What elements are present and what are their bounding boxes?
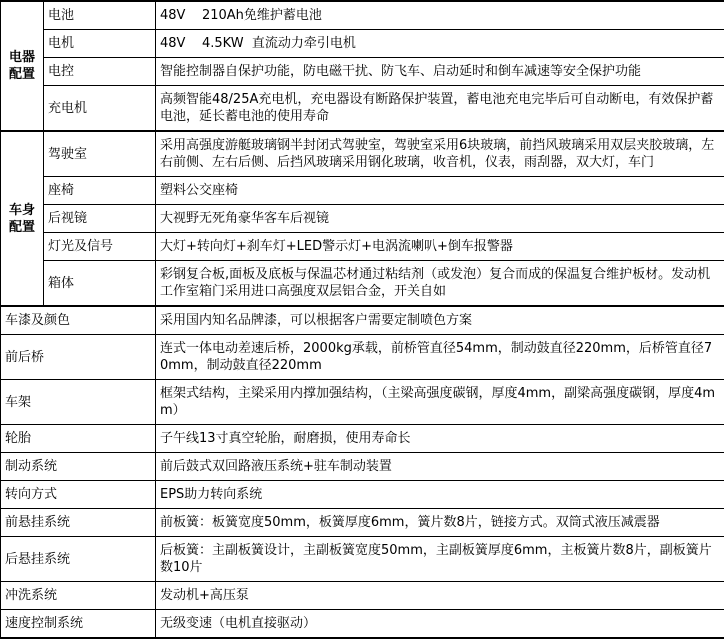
spec-value-box: 彩钢复合板,面板及底板与保温芯材通过粘结剂（或发泡）复合而成的保温复合维护板材。发动机工作室箱门采用进口高强度双层铝合金，开关自如 xyxy=(156,261,724,307)
spec-label-controller: 电控 xyxy=(44,58,156,86)
table-row xyxy=(1,335,724,380)
table-row xyxy=(1,131,724,177)
category-body-config: 车身配置 xyxy=(1,131,44,306)
spec-label-steering: 转向方式 xyxy=(1,481,156,509)
table-row xyxy=(1,425,724,453)
spec-value-lights: 大灯+转向灯+刹车灯+LED警示灯+电涡流喇叭+倒车报警器 xyxy=(156,233,724,261)
table-row xyxy=(1,30,724,58)
table-row xyxy=(1,537,724,582)
spec-label-washing: 冲洗系统 xyxy=(1,582,156,610)
spec-value-steering: EPS助力转向系统 xyxy=(156,481,724,509)
spec-value-mirror: 大视野无死角豪华客车后视镜 xyxy=(156,205,724,233)
table-row xyxy=(1,261,724,307)
spec-label-front-suspension: 前悬挂系统 xyxy=(1,509,156,537)
table-row xyxy=(1,509,724,537)
spec-value-tires: 子午线13寸真空轮胎，耐磨损，使用寿命长 xyxy=(156,425,724,453)
spec-value-battery: 48V 210Ah免维护蓄电池 xyxy=(156,1,724,30)
table-row xyxy=(1,306,724,335)
table-row xyxy=(1,205,724,233)
spec-value-rear-suspension: 后板簧：主副板簧设计，主副板簧宽度50mm，主副板簧厚度6mm，主板簧片数8片，副板簧片数10片 xyxy=(156,537,724,582)
spec-label-cab: 驾驶室 xyxy=(44,131,156,177)
spec-label-paint: 车漆及颜色 xyxy=(1,306,156,335)
spec-value-frame: 框架式结构，主梁采用内撑加强结构，（主梁高强度碳钢，厚度4mm，副梁高强度碳钢，厚度4mm） xyxy=(156,380,724,425)
spec-value-motor: 48V 4.5KW 直流动力牵引电机 xyxy=(156,30,724,58)
table-row xyxy=(1,610,724,639)
spec-value-brakes: 前后鼓式双回路液压系统+驻车制动装置 xyxy=(156,453,724,481)
spec-label-axles: 前后桥 xyxy=(1,335,156,380)
spec-label-frame: 车架 xyxy=(1,380,156,425)
spec-label-motor: 电机 xyxy=(44,30,156,58)
table-row xyxy=(1,58,724,86)
spec-label-box: 箱体 xyxy=(44,261,156,307)
spec-label-tires: 轮胎 xyxy=(1,425,156,453)
spec-value-charger: 高频智能48/25A充电机，充电器设有断路保护装置，蓄电池充电完毕后可自动断电，有效保护蓄电池，延长蓄电池的使用寿命 xyxy=(156,86,724,132)
spec-label-speed-control: 速度控制系统 xyxy=(1,610,156,639)
spec-value-seat: 塑料公交座椅 xyxy=(156,177,724,205)
spec-label-seat: 座椅 xyxy=(44,177,156,205)
spec-label-charger: 充电机 xyxy=(44,86,156,132)
spec-value-cab: 采用高强度游艇玻璃钢半封闭式驾驶室，驾驶室采用6块玻璃，前挡风玻璃采用双层夹胶玻璃，左右前侧、左右后侧、后挡风玻璃采用钢化玻璃，收音机，仪表，雨刮器，双大灯，车门 xyxy=(156,131,724,177)
spec-value-paint: 采用国内知名品牌漆，可以根据客户需要定制喷色方案 xyxy=(156,306,724,335)
table-row xyxy=(1,380,724,425)
table-row xyxy=(1,1,724,30)
table-row xyxy=(1,86,724,132)
spec-value-washing: 发动机+高压泵 xyxy=(156,582,724,610)
spec-value-axles: 连式一体电动差速后桥，2000kg承载，前桥管直径54mm，制动鼓直径220mm，后桥管直径70mm，制动鼓直径220mm xyxy=(156,335,724,380)
spec-value-front-suspension: 前板簧：板簧宽度50mm，板簧厚度6mm，簧片数8片，链接方式。双筒式液压减震器 xyxy=(156,509,724,537)
spec-value-speed-control: 无级变速（电机直接驱动） xyxy=(156,610,724,639)
spec-label-brakes: 制动系统 xyxy=(1,453,156,481)
spec-label-lights: 灯光及信号 xyxy=(44,233,156,261)
table-row xyxy=(1,481,724,509)
table-row xyxy=(1,233,724,261)
table-row xyxy=(1,177,724,205)
spec-label-mirror: 后视镜 xyxy=(44,205,156,233)
spec-label-battery: 电池 xyxy=(44,1,156,30)
spec-label-rear-suspension: 后悬挂系统 xyxy=(1,537,156,582)
category-electrical-config: 电器配置 xyxy=(1,1,44,131)
table-row xyxy=(1,453,724,481)
spec-value-controller: 智能控制器自保护功能，防电磁干扰、防飞车、启动延时和倒车减速等安全保护功能 xyxy=(156,58,724,86)
table-row xyxy=(1,582,724,610)
